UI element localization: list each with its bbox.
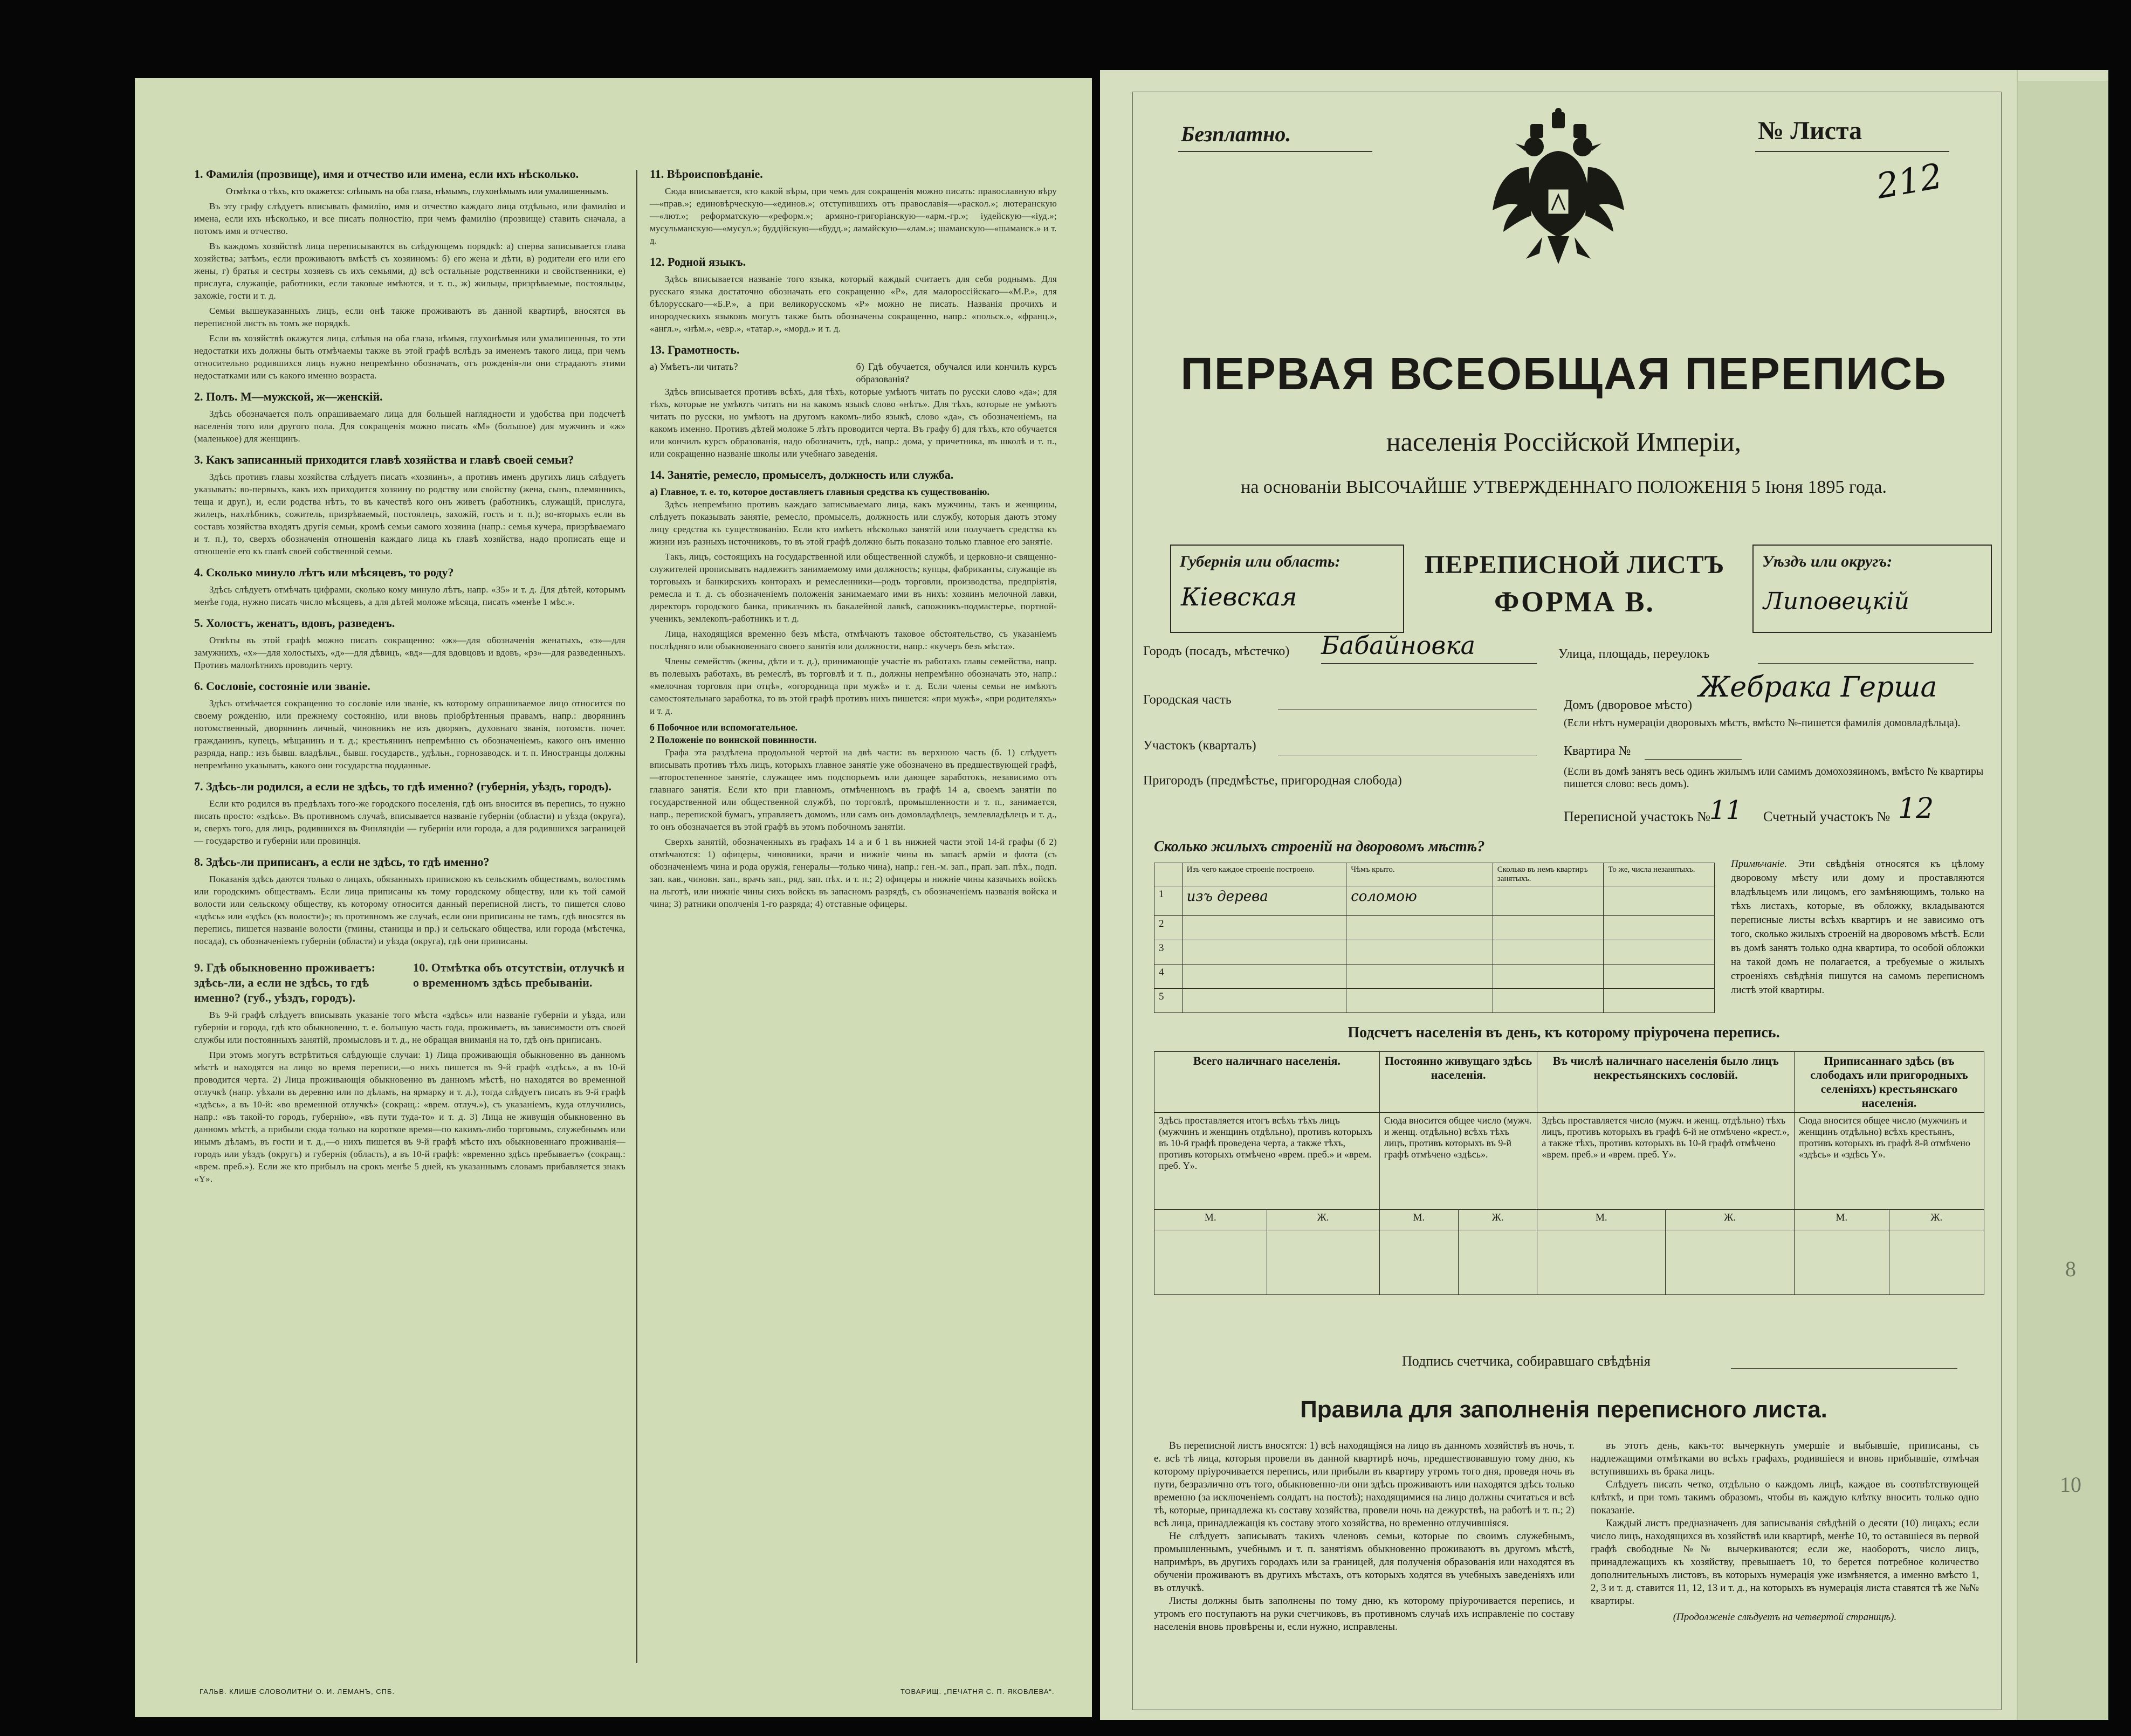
roof-cell[interactable]	[1346, 965, 1493, 989]
buildings-header-material: Изъ чего каждое строеніе построено.	[1182, 863, 1346, 886]
free-label: Безплатно.	[1181, 122, 1291, 146]
male-header: М.	[1154, 1210, 1267, 1230]
section-11-body: Сюда вписывается, кто какой вѣры, при чемъ для сокращенія можно писать: православную вѣру—«прав.»; единовѣрческую—«единов.»; отступившихъ отъ православія—«раскол.»; лютеранскую—«лют.»; реформатскую—«реформ.»; армяно-григоріанскую—«арм.-гр.»; іудейскую—«іуд.»; мусульманскую—«мусул.»; буддійскую—«будд.»; ламайскую—«лам.»; шаманскую—«шаманск.» и т. д.	[650, 186, 1057, 246]
house-note: (Если нѣтъ нумераціи дворовыхъ мѣстъ, вмѣсто №-пишется фамилія домовладѣльца).	[1564, 717, 1961, 729]
subtitle: населенія Россійской Имперіи,	[1386, 426, 1742, 457]
section-15: 2 Положеніе по воинской повинности.	[650, 734, 817, 745]
house-value[interactable]: Жебрака Герша	[1699, 671, 1937, 704]
row-number: 2	[1154, 916, 1183, 940]
house-label: Домъ (дворовое мѣсто)	[1564, 698, 1693, 712]
signature-line[interactable]	[1731, 1368, 1957, 1369]
column-divider	[636, 170, 637, 1663]
gubernia-label: Губернія или область:	[1180, 553, 1341, 570]
left-column-2	[650, 159, 1057, 913]
material-cell[interactable]	[1182, 989, 1346, 1013]
left-footer-1: ГАЛЬВ. КЛИШЕ СЛОВОЛИТНИ О. И. ЛЕМАНЪ, СПБ.	[200, 1687, 395, 1696]
section-6-title: 6. Сословіе, состояніе или званіе.	[194, 679, 370, 693]
roof-cell[interactable]	[1346, 989, 1493, 1013]
count-cell[interactable]	[1666, 1230, 1795, 1295]
count-col-title-non-peasant: Въ числѣ наличнаго населенія было лицъ некрестьянскихъ сословій.	[1537, 1052, 1795, 1113]
section-2-title: 2. Полъ. М—мужской, ж—женскій.	[194, 390, 383, 403]
section-1-body: Въ эту графу слѣдуетъ вписывать фамилію, имя и отчество каждаго лица отдѣльно, или фамилію и имена, если ихъ нѣсколько, и все писать полностію, при чемъ фамилію (прозвище) ставить сначала, а потомъ имя и отчество. Въ каждомъ хозяйствѣ лица переписываются въ слѣдующемъ порядкѣ: а) сперва записывается глава хозяйства; затѣмъ, если проживаютъ вмѣстѣ съ хозяиномъ: б) его жена и дѣти, в) родители его или его жены, г) братья и сестры хозяевъ съ ихъ семьями, д) всѣ остальные родственники и свойственники, е) прислуга, служащіе, работники, если таковые имѣются, и т. п., ж) жильцы, призрѣваемые, постояльцы, захожіе, гости и т. д. Семьи вышеуказанныхъ лицъ, если онѣ также проживаютъ въ данной квартирѣ, вносятся въ переписной листъ въ томъ же порядкѣ. Если въ хозяйствѣ окажутся лица, слѣпыя на оба глаза, нѣмыя, глухонѣмыя или умалишенныя, то эти недостатки ихъ должны быть отмѣчаемы также въ этой графѣ вслѣдъ за именемъ такого лица, при чемъ относительно родившихся лицъ нужно непремѣнно обозначать, отъ рожденія-ли они страдаютъ этими недостатками или съ какого именно возраста.	[194, 201, 625, 381]
count-sex-row	[1154, 1210, 1984, 1230]
apartment-line	[1645, 759, 1742, 760]
buildings-header-num	[1154, 863, 1183, 886]
section-4-title: 4. Сколько минуло лѣтъ или мѣсяцевъ, то роду?	[194, 566, 454, 579]
section-9-body: Въ 9-й графѣ слѣдуетъ вписывать указаніе того мѣста «здѣсь» или названіе губерніи и уѣзда, или губерніи и города, гдѣ кто обыкновенно, т. е. большую часть года, проживаетъ, въ зависимости отъ своей службы или постоянныхъ занятій, промысловъ и т. д., не обращая вниманія на то, гдѣ онъ приписанъ. При этомъ могутъ встрѣтиться слѣдующіе случаи: 1) Лица проживающія обыкновенно въ данномъ мѣстѣ и находятся на лицо во время переписи,—о нихъ пишется въ 9-й графѣ «здѣсь», а въ 10-й проводится черта. 2) Лица проживающія обыкновенно въ данномъ мѣстѣ, но находятся во временной отлучкѣ (напр. уѣхали въ деревню или по дѣламъ, на ярмарку и т. д.), тогда слѣдуетъ писать въ 9-й графѣ «здѣсь», а въ 10-й: «во временной отлучкѣ» (сокращ.: «врем. отлуч.»), съ указаніемъ, куда отлучились, напр.: «въ такой-то городъ, губернію», «въ пути туда-то» и т. д. 3) Лица не живущія обыкновенно въ данномъ мѣстѣ, а прибыли сюда только на короткое время—по какимъ-либо торговымъ, служебнымъ или инымъ дѣламъ, въ гости и т. д.,—о нихъ пишется въ 9-й графѣ мѣсто ихъ обыкновеннаго проживанія—городъ или уѣздъ (округъ) и губернія (область), а въ 10-й графѣ: «временно здѣсь пребываетъ» (сокращ.: «врем. преб.»). Если же кто прибылъ на срокъ менѣе 5 дней, къ указаннымъ словамъ прибавляется знакъ «Y».	[194, 1010, 625, 1184]
count-section-value[interactable]: 12	[1898, 793, 1934, 825]
table-row	[1154, 989, 1715, 1013]
female-header: Ж.	[1889, 1210, 1984, 1230]
occupied-cell[interactable]	[1493, 940, 1604, 965]
suburb-label: Пригородъ (предмѣстье, пригородная слобода)	[1143, 774, 1402, 788]
section-5-body: Отвѣты въ этой графѣ можно писать сокращенно: «ж»—для обозначенія женатыхъ, «з»—для замужнихъ, «х»—для холостыхъ, «д»—для дѣвицъ, «вд»—для вдовцовъ и вдовъ, «рз»—для разведенныхъ. Противъ малолѣтнихъ проводить черту.	[194, 635, 625, 670]
section-8-title: 8. Здѣсь-ли приписанъ, а если не здѣсь, то гдѣ именно?	[194, 855, 490, 869]
vacant-cell[interactable]	[1604, 965, 1715, 989]
sheet-number-underline	[1755, 151, 1949, 152]
vacant-cell[interactable]	[1604, 916, 1715, 940]
section-8-body: Показанія здѣсь даются только о лицахъ, обязанныхъ припискою къ сельскимъ обществамъ, волостямъ или городскимъ обществамъ. Если лица приписаны къ тому городскому обществу, или къ той самой волости или сельскому обществу, къ которому относится данный переписной листъ, то пишется слово «здѣсь» или «здѣсь (къ волости)»; въ противномъ же случаѣ, если они приписаны не тамъ, гдѣ вносятся въ перепись, пишется названіе волости (гмины, станицы и пр.) и сельскаго общества, или города (мѣстечка, посада), съ обозначеніемъ губерніи (области) и уѣзда (округа), гдѣ они приписаны.	[194, 874, 625, 946]
legal-basis: на основаніи ВЫСОЧАЙШЕ УТВЕРЖДЕННАГО ПОЛОЖЕНІЯ 5 Іюня 1895 года.	[1241, 477, 1887, 497]
apartment-note: (Если въ домѣ занятъ весь одинъ жилымъ или самимъ домохозяиномъ, вмѣсто № квартиры пишется слово: весь домъ).	[1564, 766, 1984, 790]
vacant-cell[interactable]	[1604, 940, 1715, 965]
section-7-body: Если кто родился въ предѣлахъ того-же городского поселенія, гдѣ онъ вносится въ перепись, то нужно писать просто: «здѣсь». Въ противномъ случаѣ, вписывается названіе губерніи (области) и уѣзда (округа), и, сверхъ того, для лицъ, родившихся въ Финляндіи — губерніи или города, а для родившихся заграницей — государство и губерніи или провинція.	[194, 798, 625, 846]
section-14a: а) Главное, т. е. то, которое доставляетъ главныя средства къ существованію.	[650, 486, 989, 497]
note-text: Эти свѣдѣнія относятся къ цѣлому дворовому мѣсту или дому и проставляются владѣльцемъ или лицомъ, его замѣняющимъ, только на тѣхъ листахъ, которые, въ обложку, вкладываются переписные листы всѣхъ квартиръ и не зависимо отъ того, сколько жилыхъ строеній на дворовомъ мѣстѣ. Если въ домѣ занятъ только одна квартира, то особой обложки на такой домъ не полагается, а требуемые о жилыхъ строеніяхъ свѣдѣнія пишутся на самомъ переписномъ листѣ этой квартиры.	[1731, 858, 1984, 996]
table-row	[1154, 940, 1715, 965]
section-11-title: 11. Вѣроисповѣданіе.	[650, 167, 763, 181]
table-row	[1154, 965, 1715, 989]
material-cell[interactable]	[1182, 965, 1346, 989]
rules-column-2: въ этотъ день, какъ-то: вычеркнуть умершіе и выбывшіе, приписаны, съ надлежащими отмѣтками во всѣхъ графахъ, родившіеся и вновь прибывшіе, отмѣчая вступившихъ въ брака лицъ. Слѣдуетъ писать четко, отдѣльно о каждомъ лицѣ, каждое въ соотвѣтствующей клѣткѣ, и при томъ такимъ образомъ, чтобы въ каждую клѣтку вносить только одно показаніе. Каждый листъ предназначенъ для записыванія свѣдѣній о десяти (10) лицахъ; если число лицъ, находящихся въ хозяйствѣ или квартирѣ, менѣе 10, то оставшіеся въ первой графѣ свободные №№ вычеркиваются; если же, наоборотъ, число лицъ, принадлежащихъ къ хозяйству, превышаетъ 10, то берется потребное количество дополнительныхъ листовъ, въ которыхъ нумерація уже измѣняется, а именно вмѣсто 1, 2, 3 и т. д. ставится 11, 12, 13 и т. д., на которыхъ въ нумерація листа ставятся тѣ же №№ квартиры. (Продолженіе слѣдуетъ на четвертой страницѣ).	[1591, 1440, 1979, 1623]
buildings-label: Сколько жилыхъ строеній на дворовомъ мѣстѣ?	[1154, 838, 1485, 855]
buildings-table	[1154, 863, 1715, 1013]
uezd-label: Уѣздъ или округъ:	[1762, 553, 1893, 570]
count-values-row	[1154, 1230, 1984, 1295]
section-4-body: Здѣсь слѣдуетъ отмѣчать цифрами, сколько кому минуло лѣтъ, напр. «35» и т. д. Для дѣтей, которымъ менѣе года, нужно писать число мѣсяцевъ, а для дѣтей моложе мѣсяца, писать «менѣе 1 мѣс.».	[194, 584, 625, 607]
section-13-subheads	[650, 361, 1057, 385]
count-cell[interactable]	[1458, 1230, 1537, 1295]
population-count-table	[1154, 1051, 1984, 1295]
male-header: М.	[1379, 1210, 1458, 1230]
section-14b: б Побочное или вспомогательное.	[650, 722, 798, 733]
section-1-title: 1. Фамилія (прозвище), имя и отчество или имена, если ихъ нѣсколько.	[194, 167, 579, 181]
material-cell[interactable]: изъ дерева	[1182, 886, 1346, 916]
district-label: Участокъ (кварталъ)	[1143, 739, 1256, 753]
buildings-note	[1731, 857, 1984, 997]
signature-label: Подпись счетчика, собиравшаго свѣдѣнія	[1402, 1353, 1651, 1369]
count-section-label: Счетный участокъ №	[1763, 809, 1891, 824]
roof-cell[interactable]	[1346, 916, 1493, 940]
section-3-body: Здѣсь противъ главы хозяйства слѣдуетъ писать «хозяинъ», а противъ именъ другихъ лицъ слѣдуетъ указывать: во-первыхъ, какъ ихъ приходится хозяину по родству или свойству (жена, сынъ, племянникъ, теща и друг.), и, если родства нѣтъ, то въ качествѣ кого онъ живетъ (работникъ, служащій, прислуга, жилецъ, нахлѣбникъ, сожитель, призрѣваемый, постоялецъ, захожій, гость и т. п.); во-вторыхъ если въ составъ хозяйства входятъ другія семьи, кромѣ семьи самого хозяина (напр.: семья кучера, призрѣваемаго и т. п.), то, сверхъ обозначенія отношенія каждаго лица къ главѣ хозяйства, надо прописать еще и отношеніе его къ главѣ своей собственной семьи.	[194, 472, 625, 556]
section-14-title: 14. Занятіе, ремесло, промыселъ, должность или служба.	[650, 468, 954, 481]
section-12-title: 12. Родной языкъ.	[650, 255, 746, 268]
rules-continued: (Продолженіе слѣдуетъ на четвертой страницѣ).	[1673, 1611, 1897, 1623]
left-column-1	[194, 159, 625, 1188]
buildings-header-roof: Чѣмъ крыто.	[1346, 863, 1493, 886]
row-number: 5	[1154, 989, 1183, 1013]
female-header: Ж.	[1267, 1210, 1379, 1230]
free-label-underline	[1178, 151, 1372, 152]
section-2-body: Здѣсь обозначается полъ опрашиваемаго лица для большей наглядности и удобства при подсчетѣ населенія того или другого пола. Для сокращенія можно писать «М» (большое) для мужчинъ и «ж» (маленькое) для женщинъ.	[194, 409, 625, 444]
count-col-desc-total: Здѣсь проставляется итогъ всѣхъ тѣхъ лицъ (мужчинъ и женщинъ отдѣльно), противъ которыхъ въ 10-й графѣ проведена черта, а также тѣхъ, противъ которыхъ отмѣчено «врем. преб.» и «врем. преб. Y».	[1154, 1113, 1380, 1210]
form-title: ПЕРЕПИСНОЙ ЛИСТЪ	[1424, 550, 1725, 579]
city-part-label: Городская часть	[1143, 693, 1232, 707]
count-cell[interactable]	[1889, 1230, 1984, 1295]
imperial-eagle-emblem	[1488, 108, 1628, 270]
section-3-title: 3. Какъ записанный приходится главѣ хозяйства и главѣ своей семьи?	[194, 453, 574, 466]
main-title: ПЕРВАЯ ВСЕОБЩАЯ ПЕРЕПИСЬ	[1180, 348, 1947, 399]
vacant-cell[interactable]	[1604, 989, 1715, 1013]
city-line	[1321, 663, 1537, 664]
street-line	[1758, 663, 1974, 664]
section-14-body: Здѣсь непремѣнно противъ каждаго записываемаго лица, какъ мужчины, такъ и женщины, слѣдуетъ показывать занятіе, ремесло, промыселъ, должность или службу, которыя даютъ этому лицу средства къ существованію. Если кто имѣетъ нѣсколько занятій или получаетъ средства къ жизни изъ разныхъ источниковъ, то въ этой графѣ должно быть показано только главное его занятіе. Такъ, лицъ, состоящихъ на государственной или общественной службѣ, и церковно-и священно-служителей прописывать надлежитъ занимаемому ими должность; купцы, фабриканты, служащіе въ торговыхъ и банкирскихъ конторахъ и ремесленники—родъ торговли, производства, предпріятія, ремесла и т. д. съ обозначеніемъ положенія занимаемаго ими въ нихъ: хозяинъ мелочной лавки, директоръ городского банка, приказчикъ въ бакалейной лавкѣ, сапожникъ-подмастерье, портной-ученикъ, землекопъ-работникъ и т. д. Лица, находящіяся временно безъ мѣста, отмѣчаютъ таковое обстоятельство, съ указаніемъ послѣдняго или обыкновеннаго своего занятія или должности, напр.: «кучеръ безъ мѣста». Члены семействъ (жены, дѣти и т. д.), принимающіе участіе въ работахъ главы семейства, напр. въ полевыхъ работахъ, въ ремеслѣ, въ торговлѣ и т. п., должны непремѣнно обозначать это, напр.: «мелочная торговля при отцѣ», «огородница при мужѣ» и т. д. Если члены семьи не имѣютъ самостоятельнаго заработка, то въ этой графѣ противъ нихъ пишется: «при мужѣ», «при родителяхъ» и т. д.	[650, 499, 1057, 716]
section-1-note: Отмѣтка о тѣхъ, кто окажется: слѣпымъ на оба глаза, нѣмымъ, глухонѣмымъ или умалишеннымъ.	[225, 186, 609, 196]
section-13a: а) Умѣетъ-ли читать?	[650, 361, 738, 372]
section-9-10-row	[194, 953, 625, 1009]
occupied-cell[interactable]	[1493, 916, 1604, 940]
occupied-cell[interactable]	[1493, 886, 1604, 916]
row-number: 4	[1154, 965, 1183, 989]
occupied-cell[interactable]	[1493, 989, 1604, 1013]
table-row	[1154, 916, 1715, 940]
section-10-title: 10. Отмѣтка объ отсутствіи, отлучкѣ и о временномъ здѣсь пребываніи.	[413, 961, 625, 989]
rules-heading: Правила для заполненія переписного листа.	[1300, 1396, 1827, 1423]
note-label: Примѣчаніе.	[1731, 858, 1787, 870]
roof-cell[interactable]: соломою	[1346, 886, 1493, 916]
apartment-label: Квартира №	[1564, 744, 1631, 758]
count-title-row	[1154, 1052, 1984, 1113]
street-label: Улица, площадь, переулокъ	[1558, 647, 1710, 661]
section-6-body: Здѣсь отмѣчается сокращенно то сословіе или званіе, къ которому опрашиваемое лицо относится по своему рожденію, или прежнему состоянію, или вновь пріобрѣтенныя правамъ, напр.: дворянинъ потомственный, дворянинъ личный, чиновникъ не изъ дворянъ, духовнаго званія, потомств. почет. гражданинъ, купецъ, мѣщанинъ и т. д.; крестьянинъ непремѣнно съ обозначеніемъ, какого онъ именно разряда, напр.: изъ бывш. владѣльч., бывш. государств., удѣльн., горнозаводск. и т. п. Иностранцы должны непремѣнно указывать, какого они государства подданные.	[194, 698, 625, 770]
gubernia-value[interactable]: Кіевская	[1181, 582, 1297, 611]
count-desc-row	[1154, 1113, 1984, 1210]
buildings-header-vacant: То же, числа незанятыхъ.	[1604, 863, 1715, 886]
section-7-title: 7. Здѣсь-ли родился, а если не здѣсь, то гдѣ именно? (губернія, уѣздъ, городъ).	[194, 780, 611, 793]
count-col-desc-peasant: Сюда вносится общее число (мужчинъ и женщинъ отдѣльно) всѣхъ крестьянъ, противъ которыхъ въ графѣ 8-й отмѣчено «здѣсь» и «здѣсь Y».	[1794, 1113, 1984, 1210]
count-cell[interactable]	[1537, 1230, 1666, 1295]
form-letter: ФОРМА В.	[1494, 585, 1655, 618]
buildings-table-header	[1154, 863, 1715, 886]
count-heading: Подсчетъ населенія въ день, къ которому пріурочена перепись.	[1348, 1024, 1780, 1041]
count-cell[interactable]	[1794, 1230, 1889, 1295]
count-col-desc-permanent: Сюда вносится общее число (мужч. и женщ. отдѣльно) всѣхъ тѣхъ лицъ, противъ которыхъ въ 9-й графѣ отмѣчено «здѣсь».	[1379, 1113, 1537, 1210]
count-col-desc-non-peasant: Здѣсь проставляется число (мужч. и женщ. отдѣльно) тѣхъ лицъ, противъ которыхъ въ графѣ 6-й не отмѣчено «крест.», а также тѣхъ, противъ которыхъ въ 10-й графѣ отмѣчено «врем. преб.» и «врем. преб. Y».	[1537, 1113, 1795, 1210]
count-cell[interactable]	[1154, 1230, 1267, 1295]
row-number: 1	[1154, 886, 1183, 916]
left-page	[135, 78, 1092, 1717]
count-col-title-permanent: Постоянно живущаго здѣсь населенія.	[1379, 1052, 1537, 1113]
underlying-number: 10	[2060, 1472, 2081, 1497]
section-12-body: Здѣсь вписывается названіе того языка, который каждый считаетъ для себя роднымъ. Для русскаго языка достаточно обозначать его сокращенно «Р», для малороссійскаго—«М.Р.», для бѣлорусскаго—«Б.Р.», а при великорусскомъ «Р» можно не писать. Названія прочихъ и инородческихъ языковъ могутъ также быть обозначены сокращенно, напр.: «польск.», «франц.», «англ.», «нѣм.», «евр.», «татар.», «морд.» и т. д.	[650, 274, 1057, 334]
right-page	[1100, 70, 2108, 1720]
left-footer-2: ТОВАРИЩ. „ПЕЧАТНЯ С. П. ЯКОВЛЕВА“.	[900, 1687, 1055, 1696]
census-section-value[interactable]: 11	[1709, 795, 1743, 825]
section-5-title: 5. Холостъ, женатъ, вдовъ, разведенъ.	[194, 616, 395, 630]
section-9-title: 9. Гдѣ обыкновенно проживаетъ: здѣсь-ли, а если не здѣсь, то гдѣ именно? (губ., уѣздъ, городъ).	[194, 961, 376, 1004]
sheet-number-handwritten: 212	[1873, 156, 1946, 208]
occupied-cell[interactable]	[1493, 965, 1604, 989]
row-number: 3	[1154, 940, 1183, 965]
city-label: Городъ (посадъ, мѣстечко)	[1143, 644, 1290, 658]
roof-cell[interactable]	[1346, 940, 1493, 965]
count-col-title-peasant: Приписаннаго здѣсь (въ слободахъ или пригородныхъ селеніяхъ) крестьянскаго населенія.	[1794, 1052, 1984, 1113]
table-row	[1154, 886, 1715, 916]
section-13-title: 13. Грамотность.	[650, 343, 740, 356]
material-cell[interactable]	[1182, 916, 1346, 940]
vacant-cell[interactable]	[1604, 886, 1715, 916]
uezd-value[interactable]: Липовецкій	[1763, 588, 1909, 615]
female-header: Ж.	[1666, 1210, 1795, 1230]
sheet-number-label: № Листа	[1758, 116, 1862, 145]
city-value[interactable]: Бабайновка	[1321, 631, 1476, 660]
section-13-body: Здѣсь вписывается противъ всѣхъ, для тѣхъ, которые умѣютъ читать по русски слово «да»; для тѣхъ, которые не умѣютъ читать ни на какомъ языкѣ слово «нѣтъ». Для тѣхъ, которые не умѣютъ читать по русски, но умѣютъ на другомъ какомъ-либо языкѣ, слово «да», съ обозначеніемъ, на какомъ именно. Противъ дѣтей моложе 5 лѣтъ проводится черта. Въ графу б) для тѣхъ, кто обучается или кончилъ курсъ образованія, надо обозначить, гдѣ, напр.: дома, у причетника, въ школѣ и т. п., или сокращенно названіе школы или учебнаго заведенія.	[650, 387, 1057, 459]
buildings-header-occupied: Сколько въ немъ квартиръ занятыхъ.	[1493, 863, 1604, 886]
material-cell[interactable]	[1182, 940, 1346, 965]
female-header: Ж.	[1458, 1210, 1537, 1230]
count-cell[interactable]	[1379, 1230, 1458, 1295]
census-section-label: Переписной участокъ №	[1564, 809, 1711, 824]
count-cell[interactable]	[1267, 1230, 1379, 1295]
rules-column-1: Въ переписной листъ вносятся: 1) всѣ находящіяся на лицо въ данномъ хозяйствѣ въ ночь, т. е. всѣ тѣ лица, которыя провели въ данной квартирѣ ночь, предшествовавшую тому дню, къ которому пріурочивается перепись, или прибыли въ квартиру утромъ того дня, проведя ночь въ пути, безразлично отъ того, обыкновенно-ли они здѣсь проживаютъ или находятся здѣсь только временно (за исключеніемъ солдатъ на постоѣ); находящимися на лицо должны считаться и всѣ тѣ, которые, принадлежа къ составу хозяйства, провели ночь на дежурствѣ, на работѣ и т. п.; 2) всѣ лица, принадлежащія къ составу этого хозяйства, но временно отлучившіяся. Не слѣдуетъ записывать такихъ членовъ семьи, которые по своимъ служебнымъ, промышленнымъ, учебнымъ и т. п. занятіямъ обыкновенно проживаютъ въ другомъ мѣстѣ, напримѣръ, въ другихъ городахъ или за границей, для полученія образованія или находятся въ обученіи проживаютъ въ другихъ мѣстахъ, отъ которыхъ ходятся въ учебныхъ заведеніяхъ или въ отлучкѣ. Листы должны быть заполнены по тому дню, къ которому пріурочивается перепись, и утромъ его поступаютъ на руки счетчиковъ, въ противномъ случаѣ ихъ исправленіе по составу населенія вновь провѣрены и, если нужно, исправлены.	[1154, 1440, 1575, 1632]
section-13b: б) Гдѣ обучается, обучался или кончилъ курсъ образованія?	[856, 361, 1057, 384]
underlying-number: 8	[2065, 1257, 2076, 1281]
section-15-body: Графа эта раздѣлена продольной чертой на двѣ части: въ верхнюю часть (б. 1) слѣдуетъ вписывать противъ тѣхъ лицъ, которыхъ главное занятіе уже обозначено въ предшествующей графѣ,—второстепенное занятіе, служащее имъ подспорьемъ или дающее заработокъ, независимо отъ главнаго занятія. Если кто при главномъ, отмѣченномъ въ графѣ 14 а, своемъ занятіи по государственной или общественной службѣ, по торговлѣ, промышленности и т. п., занимается, напр., перепиской бумагъ, управляетъ домомъ, или самъ онъ домовладѣлецъ, землевладѣлецъ и т. д., то онъ обозначается въ этой графѣ въ этомъ побочномъ занятіи. Сверхъ занятій, обозначенныхъ въ графахъ 14 а и б 1 въ нижней части этой 14-й графы (б 2) отмѣчаются: 1) офицеры, чиновники, врачи и нижніе чины въ запасѣ арміи и флота (съ обозначеніемъ чина и рода оружія, генералы—только чина), напр.: ген.-м. зап., прап. зап. пѣх., подп. зап. кав., чиновн. зап., врачъ зап., ряд. зап. пѣх. и т. п.; 2) офицеры и нижніе чины казачьихъ войскъ на льготѣ, или нижніе чины сихъ войскъ въ запасномъ разрядѣ, съ обозначеніемъ названія войска и чина; 3) ратники ополченія 1-го разряда; 4) отставные офицеры.	[650, 747, 1057, 909]
male-header: М.	[1794, 1210, 1889, 1230]
count-col-title-total: Всего наличнаго населенія.	[1154, 1052, 1380, 1113]
male-header: М.	[1537, 1210, 1666, 1230]
